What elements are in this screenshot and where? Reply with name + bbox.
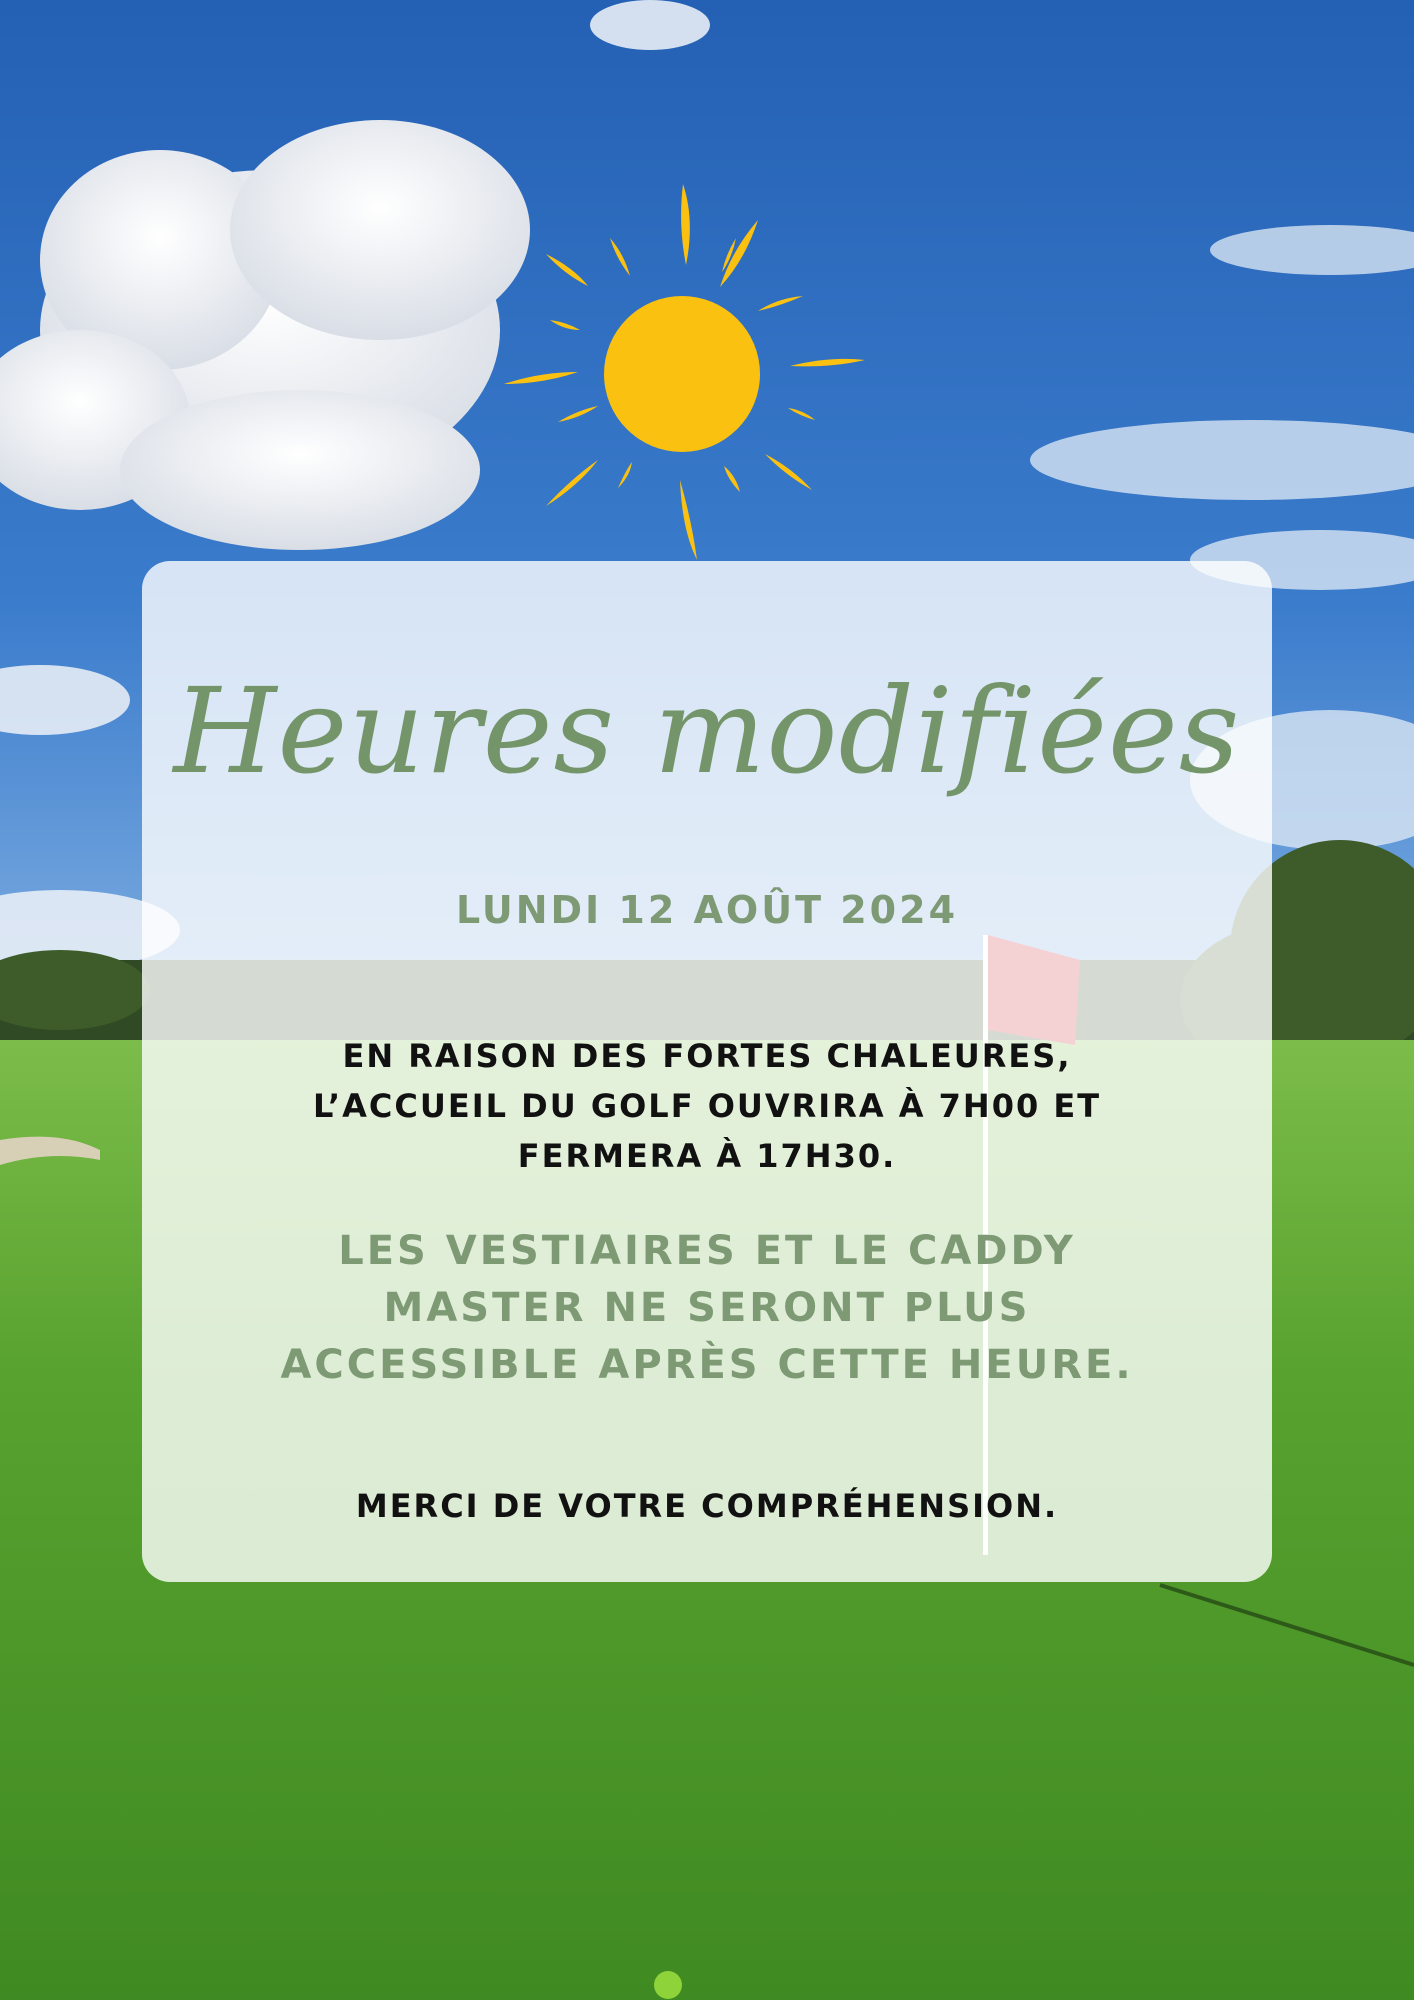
facilities-notice-line: MASTER NE SERONT PLUS (383, 1285, 1031, 1331)
facilities-notice-line: LES VESTIAIRES ET LE CADDY (338, 1228, 1076, 1274)
facilities-notice (142, 1223, 1272, 1394)
opening-hours-line: EN RAISON DES FORTES CHALEURES, (342, 1037, 1072, 1075)
facilities-notice-line: ACCESSIBLE APRÈS CETTE HEURE. (280, 1342, 1134, 1388)
opening-hours-text (142, 1031, 1272, 1181)
date-heading: LUNDI 12 AOÛT 2024 (455, 888, 959, 932)
announcement-card (142, 561, 1272, 1582)
page-title: Heures modifiées (173, 662, 1241, 800)
opening-hours-line: L’ACCUEIL DU GOLF OUVRIRA À 7H00 ET (312, 1087, 1102, 1125)
opening-hours-line: FERMERA À 17H30. (517, 1137, 897, 1175)
cloud (0, 120, 530, 550)
sun-icon (500, 170, 870, 560)
golf-ball-icon (654, 1971, 682, 1999)
thanks-text: MERCI DE VOTRE COMPRÉHENSION. (355, 1487, 1059, 1525)
